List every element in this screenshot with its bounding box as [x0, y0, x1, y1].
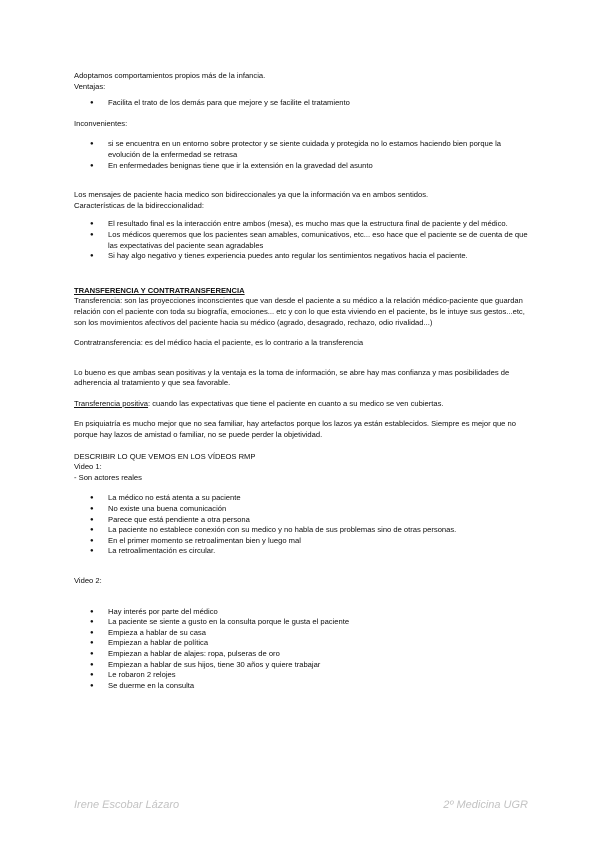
list-item: ● Le robaron 2 relojes	[74, 670, 534, 681]
contratransferencia-text: Contratransferencia: es del médico hacia el paciente, es lo contrario a la transferencia	[74, 338, 364, 348]
list-item: ● La paciente no establece conexión con su medico y no habla de sus problemas sino de otras personas.	[74, 525, 534, 536]
psiquiatria-text: En psiquiatría es mucho mejor que no sea familiar, hay artefactos porque los lazos ya están establecidos. Siempre es mejor que no porque hay lazos de amistad o familiar, no se puede perder la objetividad.	[74, 419, 516, 440]
list-item: ● Los médicos queremos que los pacientes sean amables, comunicativos, etc... eso hace que el paciente se de cuenta de que las expectativas del paciente sean agradables	[74, 230, 534, 251]
video1-list	[74, 493, 534, 557]
video2-list	[74, 607, 534, 692]
video1-sub: - Son actores reales	[74, 472, 142, 482]
list-item: ● La retroalimentación es circular.	[74, 546, 534, 557]
list-item: ● Se duerme en la consulta	[74, 681, 534, 692]
ventaja-text: Lo bueno es que ambas sean positivas y la ventaja es la toma de información, se abre hay mas confianza y mas posibilidades de adherencia al tratamiento y que sea favorable.	[74, 367, 510, 388]
list-item: ● Empiezan a hablar de alajes: ropa, pulseras de oro	[74, 649, 534, 660]
list-item: ● El resultado final es la interacción entre ambos (mesa), es mucho mas que la estructura final de paciente y del médico.	[74, 219, 534, 230]
list-item: ● Facilita el trato de los demás para que mejore y se facilite el tratamiento	[74, 98, 534, 109]
document-page	[74, 71, 534, 691]
list-item: ● Parece que está pendiente a otra persona	[74, 515, 534, 526]
inconvenientes-list	[74, 139, 534, 171]
list-item: ● En enfermedades benignas tiene que ir la extensión en la gravedad del asunto	[74, 161, 534, 172]
transferencia-positiva	[74, 399, 534, 410]
transferencia-heading: TRANSFERENCIA Y CONTRATRANSFERENCIA	[74, 285, 245, 295]
transferencia-positiva-text: : cuando las expectativas que tiene el paciente en cuanto a su medico se ven cubiertas.	[148, 398, 444, 408]
inconvenientes-label: Inconvenientes:	[74, 118, 128, 128]
caracteristicas-list	[74, 219, 534, 261]
list-item: ● En el primer momento se retroalimentan bien y luego mal	[74, 536, 534, 547]
video2-label: Video 2:	[74, 576, 102, 585]
list-item: ● Empieza a hablar de su casa	[74, 628, 534, 639]
ventajas-label: Ventajas:	[74, 81, 106, 91]
video1-label: Video 1:	[74, 462, 102, 472]
intro-line: Adoptamos comportamientos propios más de la infancia.	[74, 71, 266, 80]
list-item: ● La médico no está atenta a su paciente	[74, 493, 534, 504]
videos-heading: DESCRIBIR LO QUE VEMOS EN LOS VÍDEOS RMP	[74, 451, 256, 461]
list-item: ● La paciente se siente a gusto en la consulta porque le gusta el paciente	[74, 617, 534, 628]
footer-course: 2º Medicina UGR	[443, 799, 528, 811]
transferencia-positiva-label: Transferencia positiva	[74, 398, 149, 408]
list-item: ● Empiezan a hablar de política	[74, 638, 534, 649]
caracteristicas-label: Características de la bidireccionalidad:	[74, 200, 205, 210]
list-item: ● si se encuentra en un entorno sobre protector y se siente cuidada y protegida no lo estamos haciendo bien porque la evolución de la enfermedad se retrasa	[74, 139, 534, 160]
list-item: ● Empiezan a hablar de sus hijos, tiene 30 años y quiere trabajar	[74, 660, 534, 671]
list-item: ● Si hay algo negativo y tienes experiencia puedes anto regular los sentimientos negativos hacia el paciente.	[74, 251, 534, 262]
list-item: ● No existe una buena comunicación	[74, 504, 534, 515]
transferencia-body: Transferencia: son las proyecciones inconscientes que van desde el paciente a su médico a la relación médico-paciente que guardan relación con el paciente con toda su biografía, emociones... etc y con lo que esta viviendo en el paciente, bs le intuye sus gestos...etc, son los movimientos afectivos del paciente hacia su médico (agrado, desagrado, rechazo, odio rivalidad...)	[74, 296, 525, 327]
list-item: ● Hay interés por parte del médico	[74, 607, 534, 618]
mensajes-line: Los mensajes de paciente hacia medico son bidireccionales ya que la información va en ambos sentidos.	[74, 190, 429, 200]
ventajas-list	[74, 98, 534, 109]
footer-author: Irene Escobar Lázaro	[74, 799, 180, 811]
